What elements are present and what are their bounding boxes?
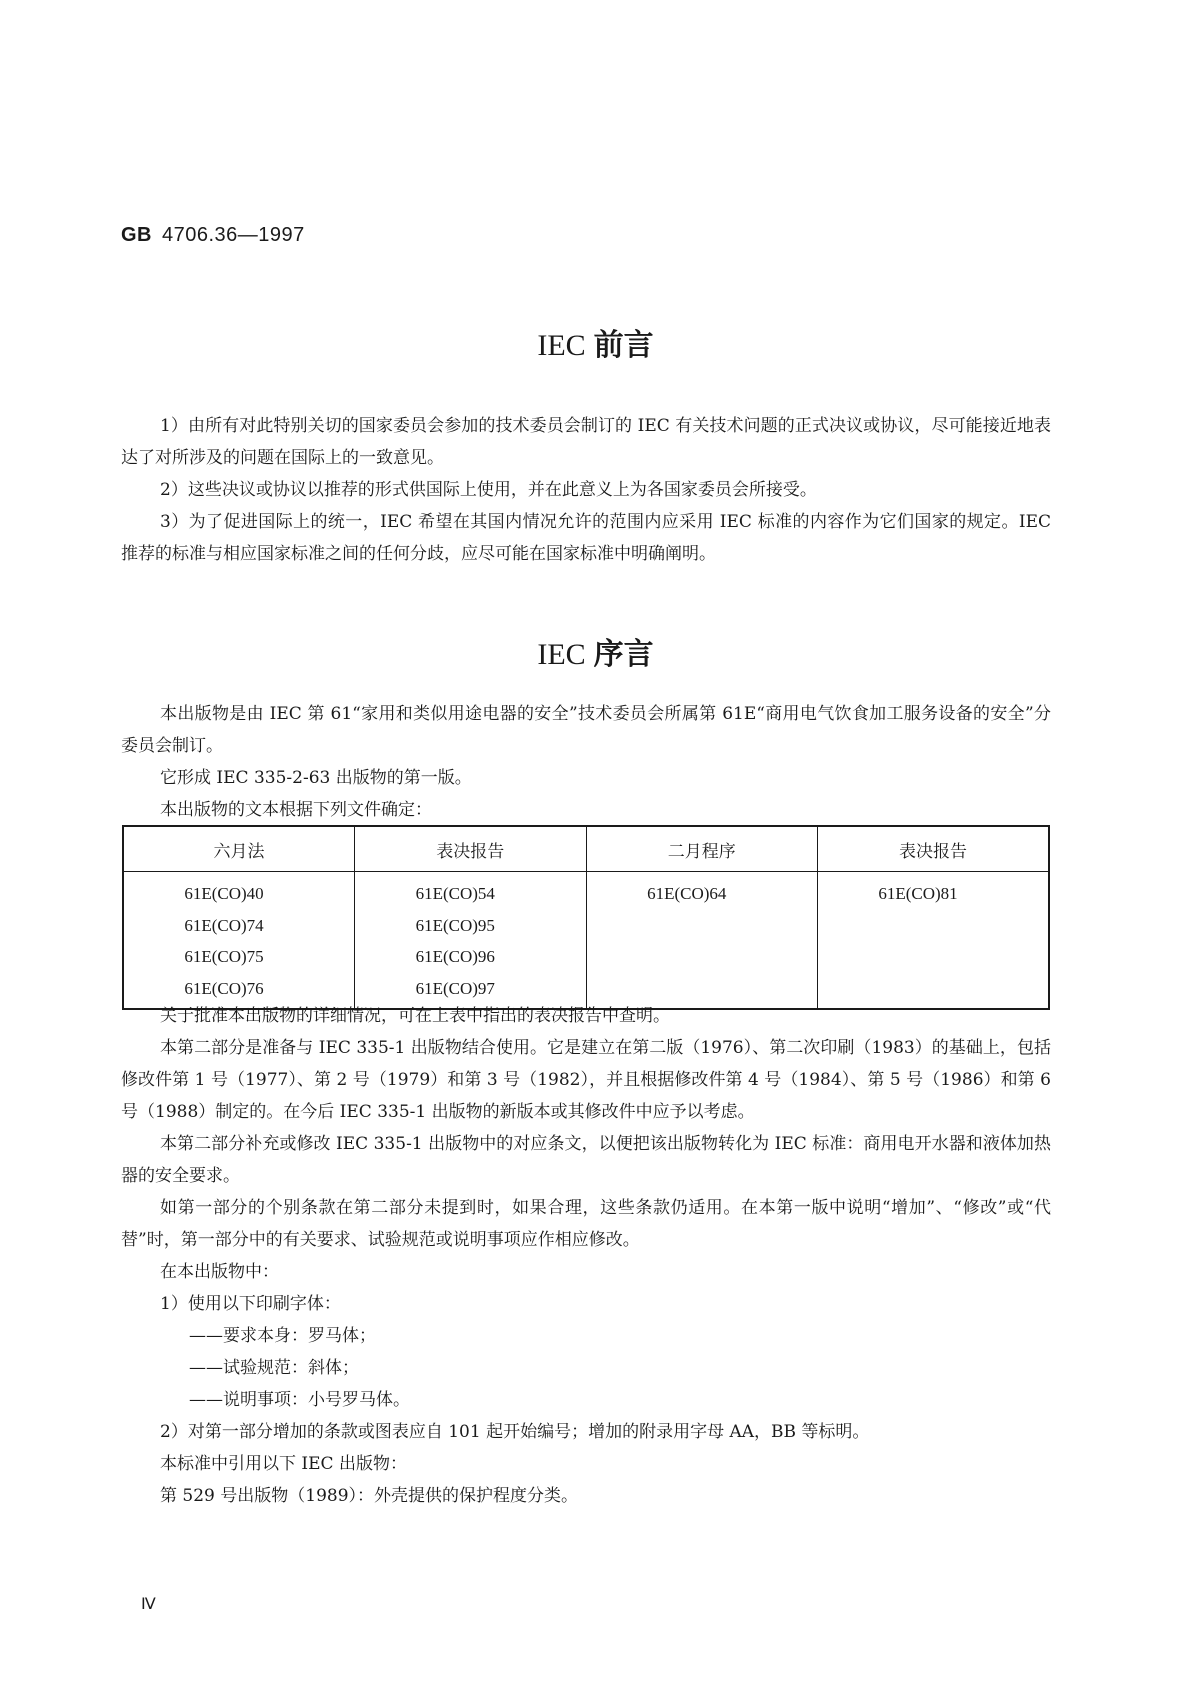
table-row	[123, 872, 1049, 1010]
document-ref: 61E(CO)75	[184, 947, 264, 966]
preface-title	[0, 629, 1191, 673]
foreword-body	[121, 410, 1051, 570]
table-header-cell: 表决报告	[818, 826, 1050, 872]
document-ref: 61E(CO)97	[415, 978, 495, 998]
list-item: 1）使用以下印刷字体：	[160, 1294, 341, 1314]
table-column-cell	[355, 872, 587, 1010]
page-number: Ⅳ	[141, 1596, 156, 1613]
preface-intro	[121, 698, 1051, 826]
dash-list-item: ——要求本身：罗马体；	[189, 1326, 376, 1346]
preface-title-cn: 序言	[593, 637, 654, 672]
table-header-cell: 六月法	[123, 826, 355, 872]
dash-list-item: ——试验规范：斜体；	[189, 1358, 359, 1378]
document-ref: 61E(CO)74	[184, 915, 264, 935]
preface-paragraph: 它形成 IEC 335-2-63 出版物的第一版。	[160, 768, 472, 788]
standard-number: 4706.36—1997	[162, 224, 305, 246]
standard-code	[121, 224, 305, 247]
foreword-paragraph: 2）这些决议或协议以推荐的形式供国际上使用，并在此意义上为各国家委员会所接受。	[160, 480, 817, 500]
preface-title-latin: IEC	[537, 638, 586, 671]
preface-paragraph: 关于批准本出版物的详细情况，可在上表中指出的表决报告中查明。	[160, 1006, 670, 1026]
documents-table	[122, 825, 1050, 1010]
preface-paragraph: 本标准中引用以下 IEC 出版物：	[160, 1454, 407, 1474]
foreword-title-cn: 前言	[593, 328, 654, 363]
table-column-cell	[818, 872, 1050, 1010]
list-item: 2）对第一部分增加的条款或图表应自 101 起开始编号；增加的附录用字母 AA，BB 等标明。	[160, 1422, 870, 1442]
preface-paragraph: 在本出版物中：	[160, 1262, 279, 1282]
foreword-paragraph: 1）由所有对此特别关切的国家委员会参加的技术委员会制订的 IEC 有关技术问题的正式决议或协议，尽可能接近地表达了对所涉及的问题在国际上的一致意见。	[121, 416, 1051, 468]
preface-paragraph: 本第二部分补充或修改 IEC 335-1 出版物中的对应条文，以便把该出版物转化为 IEC 标准：商用电开水器和液体加热器的安全要求。	[121, 1134, 1051, 1186]
table-column-cell	[123, 872, 355, 1010]
preface-paragraph: 本出版物的文本根据下列文件确定：	[160, 800, 432, 820]
document-ref: 61E(CO)54	[415, 884, 495, 903]
table-header-row	[123, 826, 1049, 872]
foreword-paragraph: 3）为了促进国际上的统一，IEC 希望在其国内情况允许的范围内应采用 IEC 标准的内容作为它们国家的规定。IEC 推荐的标准与相应国家标准之间的任何分歧，应尽可能在国家标准中明确阐明。	[121, 512, 1051, 564]
table-header-cell: 表决报告	[355, 826, 587, 872]
table-column-cell	[586, 872, 818, 1010]
preface-paragraph: 第 529 号出版物（1989）：外壳提供的保护程度分类。	[160, 1486, 579, 1506]
preface-paragraph: 本出版物是由 IEC 第 61“家用和类似用途电器的安全”技术委员会所属第 61E“商用电气饮食加工服务设备的安全”分委员会制订。	[121, 704, 1051, 756]
document-ref: 61E(CO)64	[647, 884, 727, 903]
document-ref: 61E(CO)76	[184, 978, 264, 998]
document-ref: 61E(CO)40	[184, 884, 264, 903]
foreword-title-latin: IEC	[537, 329, 586, 362]
standard-prefix: GB	[121, 224, 152, 246]
document-ref: 61E(CO)96	[415, 947, 495, 966]
table-header-cell: 二月程序	[586, 826, 818, 872]
document-ref: 61E(CO)95	[415, 915, 495, 935]
foreword-title	[0, 320, 1191, 364]
preface-paragraph: 本第二部分是准备与 IEC 335-1 出版物结合使用。它是建立在第二版（1976）、第二次印刷（1983）的基础上，包括修改件第 1 号（1977）、第 2 号（1979）和第 3 号（1982），并且根据修改件第 4 号（1984）、第 5 号（1986）和第 6 号（1988）制定的。在今后 IEC 335-1 出版物的新版本或其修改件中应予以考虑。	[121, 1038, 1051, 1122]
preface-paragraph: 如第一部分的个别条款在第二部分未提到时，如果合理，这些条款仍适用。在本第一版中说明“增加”、“修改”或“代替”时，第一部分中的有关要求、试验规范或说明事项应作相应修改。	[121, 1198, 1051, 1250]
dash-list-item: ——说明事项：小号罗马体。	[189, 1390, 410, 1410]
document-ref: 61E(CO)81	[878, 884, 958, 903]
preface-body	[121, 1000, 1051, 1512]
